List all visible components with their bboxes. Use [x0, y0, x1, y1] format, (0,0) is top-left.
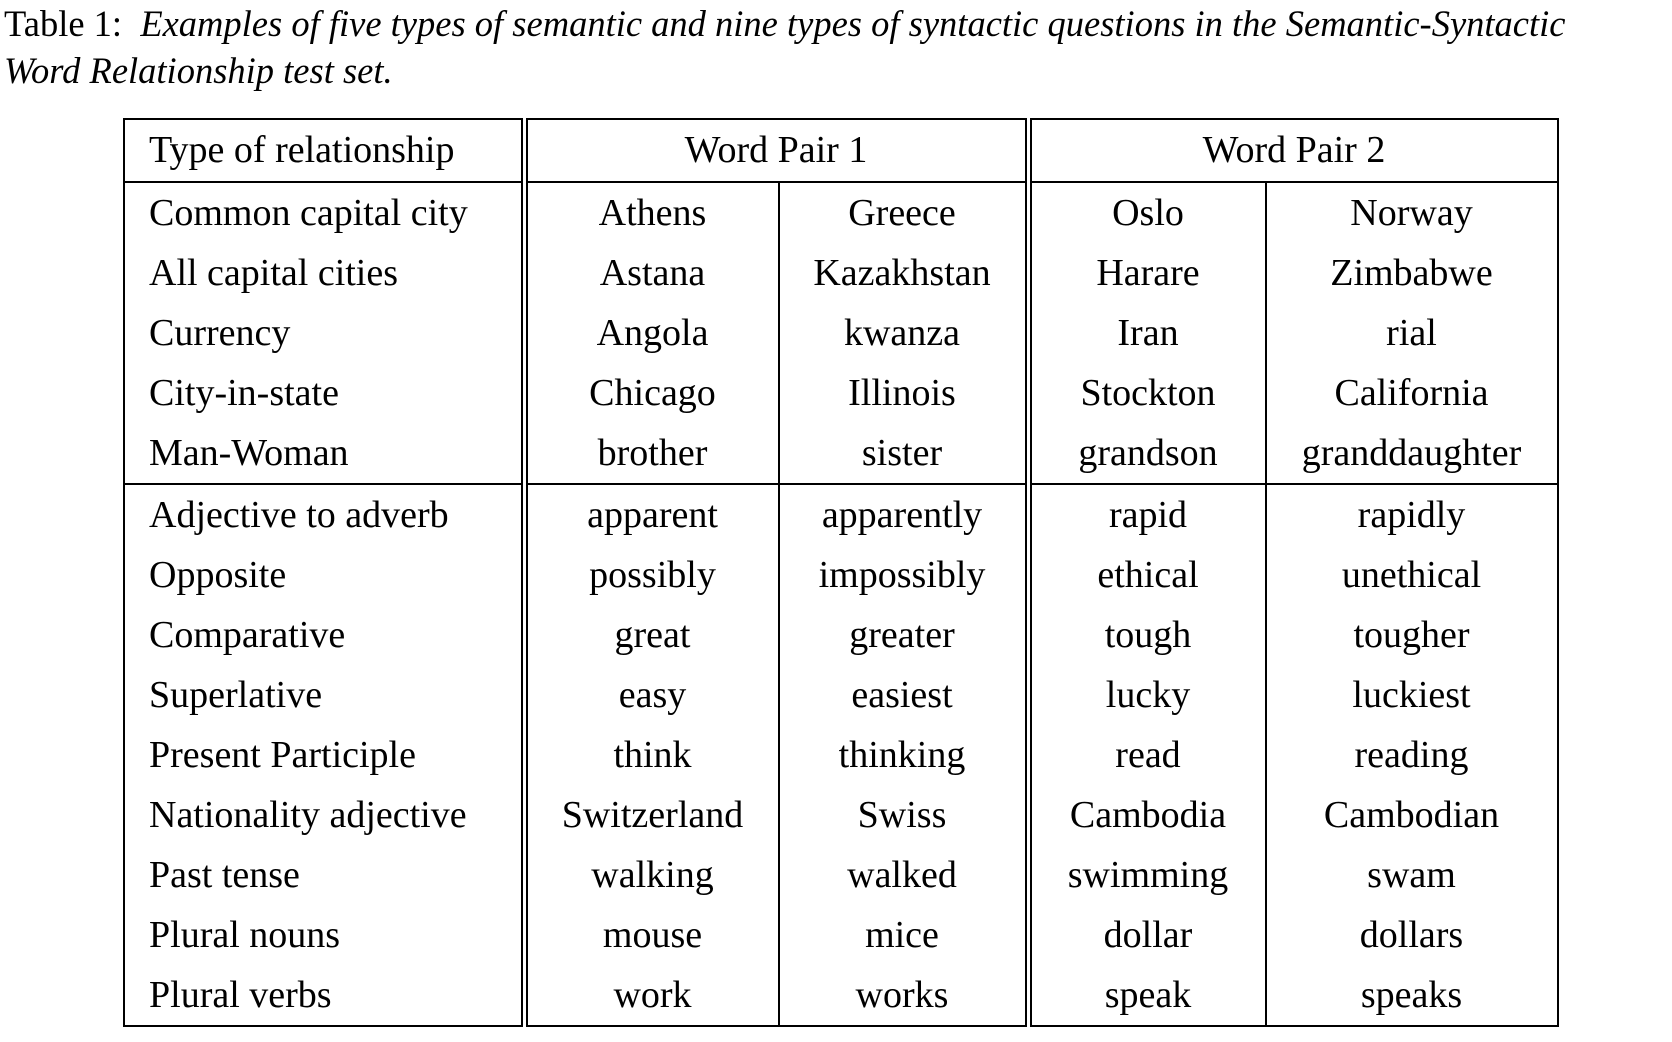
- word-pair-2-first-cell: read: [1115, 734, 1181, 776]
- word-pair-1-first-cell: Angola: [596, 312, 709, 354]
- word-pair-2-second-cell: speaks: [1266, 965, 1558, 1026]
- word-pair-1-second-cell: Greece: [779, 182, 1029, 243]
- word-pair-1-second-cell: thinking: [779, 725, 1029, 785]
- word-pair-2-second-cell: unethical: [1266, 545, 1558, 605]
- word-pair-2-first-cell: Harare: [1096, 252, 1200, 294]
- word-pair-1-first-cell: Chicago: [589, 372, 716, 414]
- word-pair-1-second-cell: sister: [779, 423, 1029, 484]
- relationship-type-cell: Superlative: [124, 665, 524, 725]
- word-pair-2-second-cell: California: [1266, 363, 1558, 423]
- table-row: [124, 182, 1558, 243]
- relationship-type-cell: Adjective to adverb: [124, 484, 524, 545]
- word-pair-2-first-cell: rapid: [1108, 494, 1188, 536]
- word-pair-1-first-cell: brother: [524, 423, 779, 484]
- word-relationship-table: [123, 118, 1559, 1027]
- word-pair-2-second-cell: Norway: [1266, 182, 1558, 243]
- word-pair-2-second-cell: dollars: [1266, 905, 1558, 965]
- word-pair-2-first-cell: Iran: [1117, 312, 1179, 354]
- word-pair-1-second-cell: easiest: [779, 665, 1029, 725]
- word-pair-2-second-cell: rapidly: [1266, 484, 1558, 545]
- word-pair-2-second-cell: granddaughter: [1266, 423, 1558, 484]
- header-word-pair-2: Word Pair 2: [1028, 119, 1558, 182]
- relationship-type-cell: Man-Woman: [124, 423, 524, 484]
- word-pair-1-second-cell: works: [779, 965, 1029, 1026]
- word-pair-2-second-cell: tougher: [1266, 605, 1558, 665]
- word-pair-1-second-cell: mice: [779, 905, 1029, 965]
- word-pair-1-first-cell: work: [524, 965, 779, 1026]
- word-pair-2-second-cell: Cambodian: [1266, 785, 1558, 845]
- table-row: [124, 484, 1558, 545]
- word-pair-1-first-cell: Athens: [598, 192, 707, 234]
- word-pair-1-first-cell: great: [614, 614, 691, 656]
- word-pair-2-second-cell: reading: [1266, 725, 1558, 785]
- word-pair-1-second-cell: impossibly: [779, 545, 1029, 605]
- word-pair-1-first-cell: easy: [618, 674, 687, 716]
- word-pair-2-second-cell: luckiest: [1266, 665, 1558, 725]
- word-pair-2-first-cell: Cambodia: [1069, 794, 1227, 836]
- table-caption: [4, 0, 1644, 94]
- word-pair-2-first-cell: dollar: [1103, 914, 1193, 956]
- caption-text: Examples of five types of semantic and nine types of syntactic questions in the Semantic-Syntactic Word Relationship test set.: [4, 3, 1566, 91]
- table-row: [124, 303, 1558, 363]
- relationship-type-cell: All capital cities: [124, 243, 524, 303]
- word-pair-1-second-cell: Kazakhstan: [779, 243, 1029, 303]
- table-row: [124, 605, 1558, 665]
- word-pair-2-first-cell: Stockton: [1080, 372, 1216, 414]
- relationship-type-cell: Currency: [124, 303, 524, 363]
- word-pair-1-first-cell: possibly: [589, 554, 716, 596]
- table-row: [124, 665, 1558, 725]
- table-row: [124, 243, 1558, 303]
- table-row: [124, 423, 1558, 484]
- word-pair-2-first-cell: tough: [1104, 614, 1192, 656]
- relationship-type-cell: Plural verbs: [124, 965, 524, 1026]
- word-pair-1-second-cell: apparently: [779, 484, 1029, 545]
- word-pair-1-second-cell: greater: [779, 605, 1029, 665]
- word-pair-1-first-cell: Astana: [599, 252, 706, 294]
- word-pair-1-first-cell: mouse: [602, 914, 703, 956]
- word-pair-1-first-cell: apparent: [587, 494, 718, 536]
- table-row: [124, 725, 1558, 785]
- word-pair-1-first-cell: Switzerland: [561, 794, 744, 836]
- word-pair-2-first-cell: ethical: [1097, 554, 1199, 596]
- word-pair-1-second-cell: Illinois: [779, 363, 1029, 423]
- relationship-type-cell: Common capital city: [124, 182, 524, 243]
- word-pair-2-second-cell: rial: [1266, 303, 1558, 363]
- table-row: [124, 905, 1558, 965]
- word-pair-1-first-cell: think: [613, 734, 692, 776]
- header-type: Type of relationship: [124, 119, 524, 182]
- table-row: [124, 965, 1558, 1026]
- word-pair-2-second-cell: swam: [1266, 845, 1558, 905]
- relationship-type-cell: City-in-state: [124, 363, 524, 423]
- word-pair-2-first-cell: lucky: [1105, 674, 1191, 716]
- word-pair-1-second-cell: walked: [779, 845, 1029, 905]
- relationship-type-cell: Past tense: [124, 845, 524, 905]
- relationship-type-cell: Nationality adjective: [124, 785, 524, 845]
- table-header-row: [124, 119, 1558, 182]
- relationship-type-cell: Plural nouns: [124, 905, 524, 965]
- relationship-type-cell: Opposite: [124, 545, 524, 605]
- word-pair-2-first-cell: speak: [1028, 965, 1266, 1026]
- table-row: [124, 785, 1558, 845]
- caption-label: Table 1:: [4, 3, 123, 44]
- word-pair-1-first-cell: walking: [591, 854, 714, 896]
- table-row: [124, 545, 1558, 605]
- relationship-type-cell: Comparative: [124, 605, 524, 665]
- word-pair-1-second-cell: kwanza: [779, 303, 1029, 363]
- header-word-pair-1: Word Pair 1: [524, 119, 1028, 182]
- word-pair-1-second-cell: Swiss: [779, 785, 1029, 845]
- table-row: [124, 845, 1558, 905]
- word-pair-2-first-cell: grandson: [1028, 423, 1266, 484]
- word-pair-2-first-cell: Oslo: [1112, 192, 1184, 234]
- table-row: [124, 363, 1558, 423]
- semantic-section: [124, 182, 1558, 484]
- relationship-type-cell: Present Participle: [124, 725, 524, 785]
- syntactic-section: [124, 484, 1558, 1026]
- word-pair-2-second-cell: Zimbabwe: [1266, 243, 1558, 303]
- word-pair-2-first-cell: swimming: [1067, 854, 1229, 896]
